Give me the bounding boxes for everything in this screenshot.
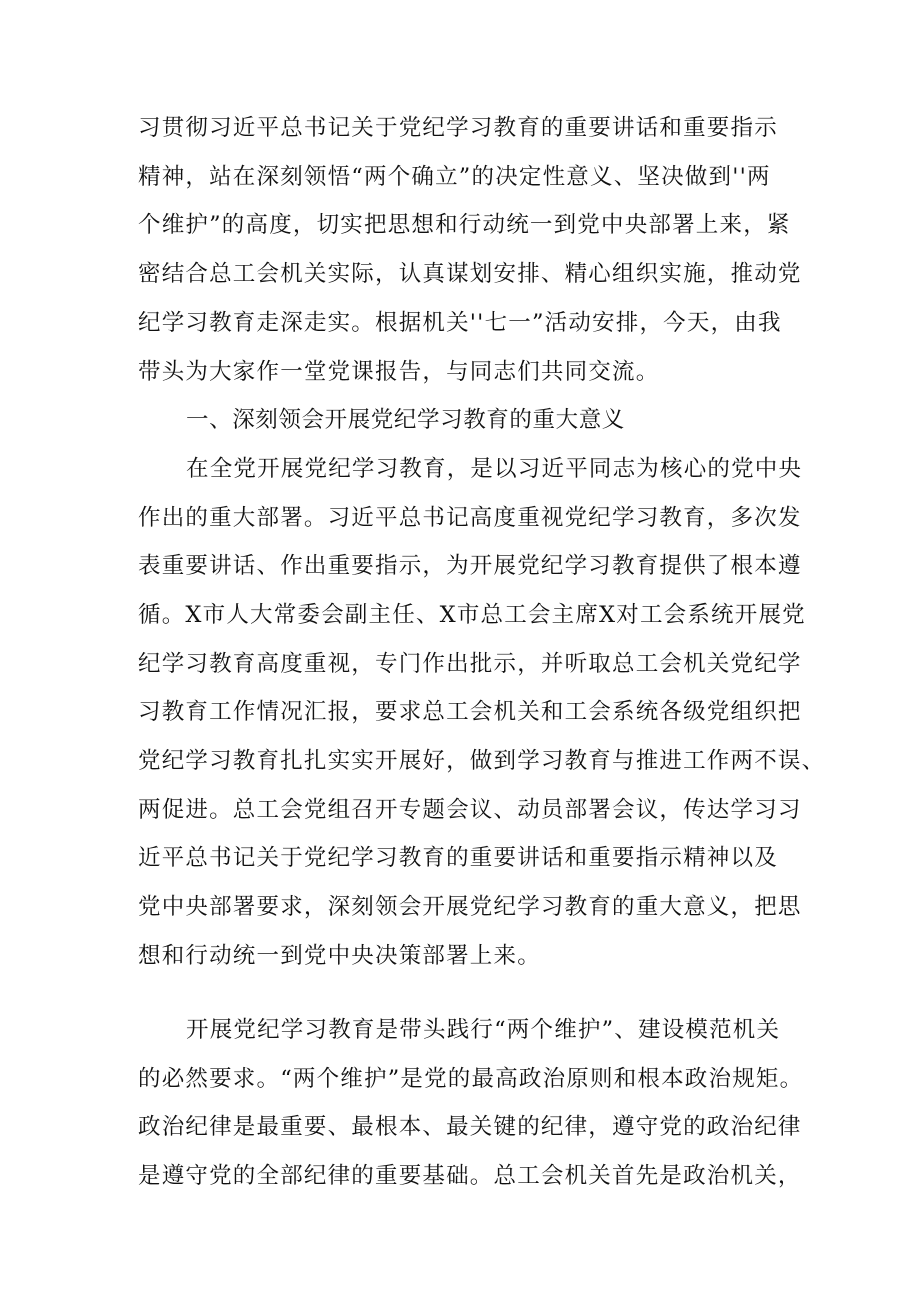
paragraph-line: 开展党纪学习教育是带头践行“两个维护”、建设模范机关 — [186, 1017, 781, 1043]
section-heading: 一、深刻领会开展党纪学习教育的重大意义 — [186, 407, 625, 433]
paragraph-line: 两促进。总工会党组召开专题会议、动员部署会议，传达学习习 — [138, 797, 802, 823]
paragraph-line: 想和行动统一到党中央决策部署上来。 — [138, 943, 541, 969]
paragraph-line: 循。X市人大常委会副主任、X市总工会主席X对工会系统开展党 — [138, 602, 806, 628]
paragraph-line: 纪学习教育高度重视，专门作出批示，并听取总工会机关党纪学 — [138, 651, 802, 677]
paragraph-line: 表重要讲话、作出重要指示，为开展党纪学习教育提供了根本遵 — [138, 553, 802, 579]
paragraph-line: 在全党开展党纪学习教育，是以习近平同志为核心的党中央 — [186, 456, 803, 482]
paragraph-line: 密结合总工会机关实际，认真谋划安排、精心组织实施，推动党 — [138, 261, 802, 287]
paragraph-line: 纪学习教育走深走实。根据机关''七一”活动安排，今天，由我 — [138, 310, 782, 336]
paragraph-line: 党纪学习教育扎扎实实开展好，做到学习教育与推进工作两不误、 — [138, 748, 826, 774]
paragraph-line: 政治纪律是最重要、最根本、最关键的纪律，遵守党的政治纪律 — [138, 1114, 802, 1140]
paragraph-line: 带头为大家作一堂党课报告，与同志们共同交流。 — [138, 359, 660, 385]
paragraph-line: 习贯彻习近平总书记关于党纪学习教育的重要讲话和重要指示 — [138, 115, 778, 141]
paragraph-line: 党中央部署要求，深刻领会开展党纪学习教育的重大意义，把思 — [138, 894, 802, 920]
paragraph-line: 是遵守党的全部纪律的重要基础。总工会机关首先是政治机关， — [138, 1163, 802, 1189]
paragraph-line: 精神，站在深刻领悟“两个确立”的决定性意义、坚决做到''两 — [138, 164, 771, 190]
paragraph-line: 近平总书记关于党纪学习教育的重要讲话和重要指示精神以及 — [138, 845, 778, 871]
paragraph-line: 的必然要求。“两个维护”是党的最高政治原则和根本政治规矩。 — [138, 1066, 804, 1092]
paragraph-line: 习教育工作情况汇报，要求总工会机关和工会系统各级党组织把 — [138, 699, 802, 725]
paragraph-line: 个维护”的高度，切实把思想和行动统一到党中央部署上来，紧 — [138, 212, 791, 238]
paragraph-line: 作出的重大部署。习近平总书记高度重视党纪学习教育，多次发 — [138, 505, 802, 531]
